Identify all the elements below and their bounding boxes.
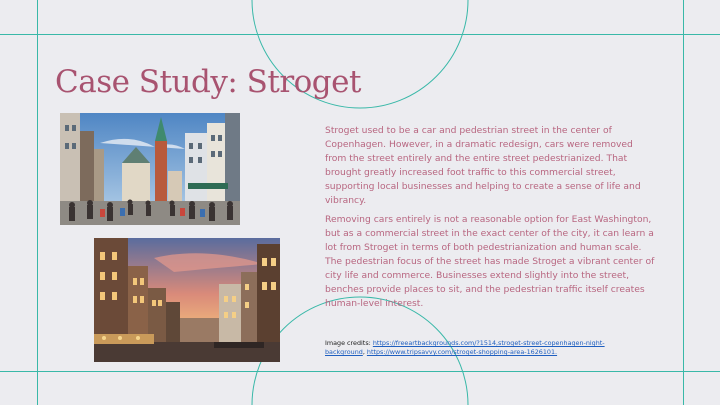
paragraph-1: Stroget used to be a car and pedestrian street in the center of Copenhagen. However, in a dramatic redesign, cars were removed from the street entirely and the entire street pedestrianized. That brought greatly increased foot traffic to this commercial street, supporting local businesses and helping to create a sense of life and vibrancy. [325,125,641,206]
credit-link-tripsavvy[interactable]: https://www.tripsavvy.com/stroget-shopping-area-1626101. [366,348,558,356]
credits-separator: , [362,348,367,356]
paragraph-2: Removing cars entirely is not a reasonable option for East Washington, but as a commercial street in the exact center of the city, it can learn a lot from Stroget in terms of both pedestrianization and human scale. The pedestrian focus of the street has made Stroget a vibrant center of city life and commerce. Businesses extend slightly into the street, benches provide places to sit, and the pedestrian traffic itself creates human-level interest. [325,214,655,309]
frame-line-bottom [0,371,720,372]
frame-line-right [683,0,684,405]
credits-label: Image credits: [325,339,373,347]
frame-line-left [37,0,38,405]
body-text [325,124,657,316]
page-title: Case Study: Stroget [55,64,361,100]
photo-stroget-dusk [94,238,280,362]
photo-stroget-day [60,113,240,225]
credit-link-freeartbackgrounds[interactable]: https://freeartbackgrounds.com/?1514,stroget-street-copenhagen-night-background [325,339,605,356]
image-credits [325,339,643,357]
frame-line-top [0,34,720,35]
stroget-dusk-image [94,238,280,362]
stroget-day-image [60,113,240,225]
